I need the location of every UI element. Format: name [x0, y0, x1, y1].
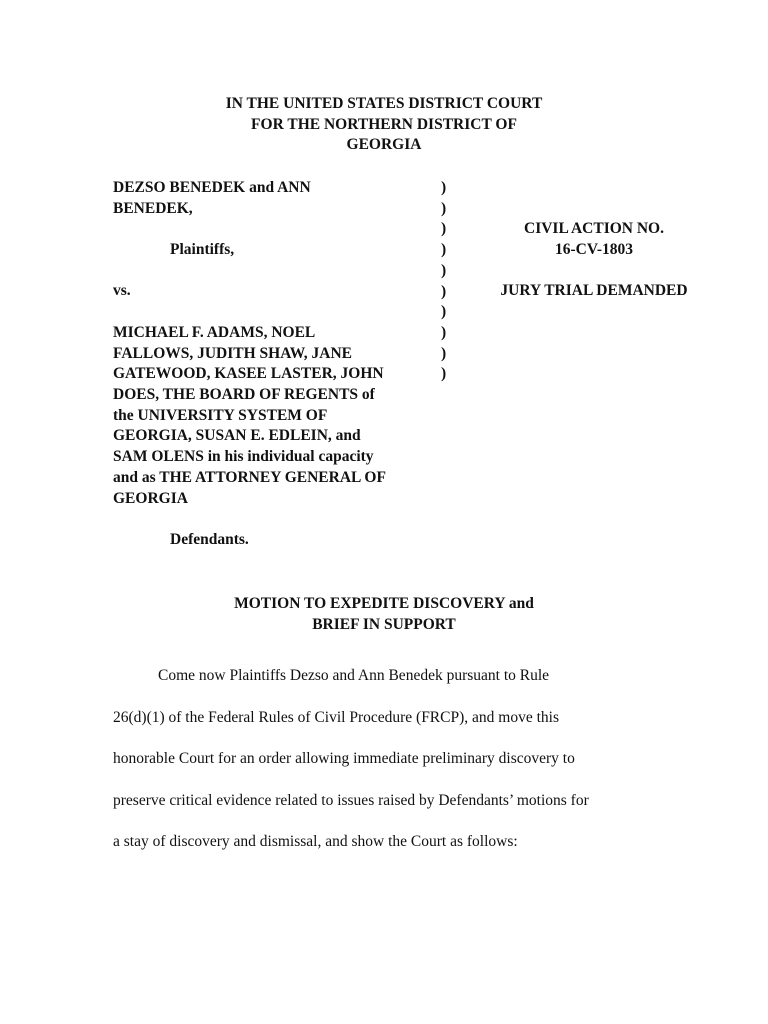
body-line: 26(d)(1) of the Federal Rules of Civil Procedure (FRCP), and move this [113, 708, 559, 726]
caption-paren: ) [441, 365, 447, 383]
motion-title [184, 594, 584, 635]
plaintiff-name-line: DEZSO BENEDEK and ANN [113, 179, 311, 196]
caption-paren: ) [441, 199, 447, 217]
body-line: honorable Court for an order allowing immediate preliminary discovery to [113, 750, 575, 767]
case-number: 16-CV-1803 [554, 240, 634, 258]
case-caption [113, 178, 433, 551]
defendant-name-line: GATEWOOD, KASEE LASTER, JOHN [113, 365, 384, 383]
defendant-name-line: FALLOWS, JUDITH SHAW, JANE [113, 344, 353, 362]
body-line: Come now Plaintiffs Dezso and Ann Benedek pursuant to Rule [158, 667, 550, 684]
motion-title-line-2: BRIEF IN SUPPORT [312, 615, 456, 633]
versus-label: vs. [113, 282, 131, 300]
court-header-line-3: GEORGIA [346, 136, 422, 153]
defendant-name-line: GEORGIA [113, 489, 188, 507]
court-header-line-1: IN THE UNITED STATES DISTRICT COURT [225, 95, 543, 112]
plaintiff-name-line: BENEDEK, [113, 199, 193, 217]
civil-action-label: CIVIL ACTION NO. [524, 220, 664, 237]
defendant-name-line: SAM OLENS in his individual capacity [113, 448, 374, 466]
court-header-line-2: FOR THE NORTHERN DISTRICT OF [251, 115, 517, 133]
caption-paren: ) [441, 344, 447, 362]
defendant-name-line: DOES, THE BOARD OF REGENTS of [113, 385, 375, 403]
defendants-label: Defendants. [170, 530, 249, 548]
caption-paren: ) [441, 179, 447, 196]
defendant-name-line: GEORGIA, SUSAN E. EDLEIN, and [113, 427, 361, 445]
caption-paren: ) [441, 282, 447, 300]
body-line: a stay of discovery and dismissal, and show the Court as follows: [113, 833, 518, 850]
caption-paren: ) [441, 261, 447, 279]
court-header [200, 94, 568, 156]
jury-demand: JURY TRIAL DEMANDED [500, 282, 688, 300]
motion-body [113, 655, 673, 863]
caption-paren-column [441, 178, 446, 385]
body-line: preserve critical evidence related to issues raised by Defendants’ motions for [113, 791, 589, 809]
case-info [478, 219, 710, 302]
defendant-name-line: the UNIVERSITY SYSTEM OF [113, 406, 328, 424]
caption-paren: ) [441, 241, 447, 259]
caption-paren: ) [441, 303, 447, 321]
plaintiffs-label: Plaintiffs, [170, 241, 235, 259]
motion-title-line-1: MOTION TO EXPEDITE DISCOVERY and [234, 595, 534, 612]
defendant-name-line: MICHAEL F. ADAMS, NOEL [113, 323, 316, 341]
caption-paren: ) [441, 220, 447, 238]
caption-paren: ) [441, 323, 447, 341]
defendant-name-line: and as THE ATTORNEY GENERAL OF [113, 468, 386, 486]
